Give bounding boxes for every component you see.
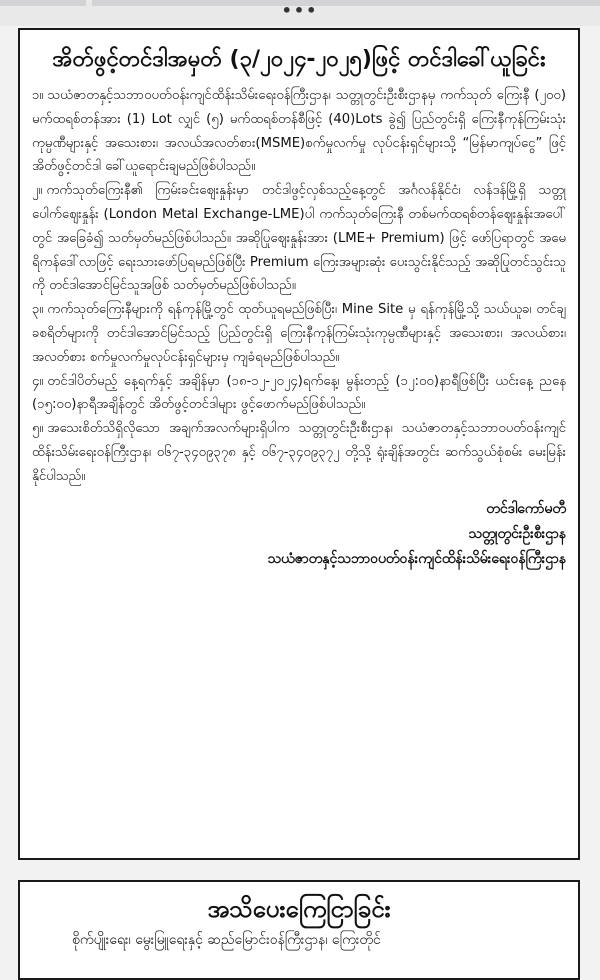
paragraph-3 [32, 298, 566, 369]
tender-notice [18, 28, 580, 860]
paragraph-2 [32, 179, 566, 298]
paragraph-text: အသေးစိတ်သိရှိလိုသော အချက်အလက်များရှိပါက သတ္တုတွင်းဦးစီးဌာန၊ သယံဇာတနှင့်သဘာဝပတ်ဝန်းကျင်ထိန်းသိမ်းရေးဝန်ကြီးဌာန၊ ၀၆၇-၃၄၀၉၃၇၈ နှင့် ၀၆၇-၃၄၀၉၃၇၂ တို့သို့ ရုံးချိန်အတွင်း ဆက်သွယ်စုံစမ်း မေးမြန်းနိုင်ပါသည်။ [32, 421, 566, 484]
announcement-notice [18, 880, 580, 980]
divider [0, 865, 600, 875]
notice-title: အိတ်ဖွင့်တင်ဒါအမှတ် (၃/၂၀၂၄-၂၀၂၅)ဖြင့် တင်ဒါခေါ်ယူခြင်း [52, 47, 546, 72]
paragraph-text: သယံဇာတနှင့်သဘာဝပတ်ဝန်းကျင်ထိန်းသိမ်းရေးဝန်ကြီးဌာန၊ သတ္တုတွင်းဦးစီးဌာနမှ ကက်သုတ် ကြေးနီ (၂၀၀) မက်ထရစ်တန်အား (1) Lot လျှင် (၅) မက်ထရစ်တန်စီဖြင့် (40)Lots ခွဲ၍ ပြည်တွင်းရှိ ကြေးနီကုန်ကြမ်းသုံးကုမ္ပဏီများနှင့် အသေးစား၊ အလယ်အလတ်စား(MSME)စက်မှုလက်မှု လုပ်ငန်းရှင်များသို့ “မြန်မာကျပ်ငွေ” ဖြင့် အိတ်ဖွင့်တင်ဒါ ခေါ်ယူရောင်းချမည်ဖြစ်ပါသည်။ [32, 88, 566, 175]
paragraph-number: ၁။ [32, 88, 44, 103]
announcement-text: စိုက်ပျိုးရေး၊ မွေးမြူရေးနှင့် ဆည်မြောင်းဝန်ကြီးဌာန၊ ကြေးတိုင် [72, 932, 381, 948]
paragraph-5 [32, 417, 566, 488]
signature-committee: တင်ဒါကော်မတီ [486, 500, 566, 517]
announcement-title: အသိပေးကြေငြာခြင်း [207, 895, 391, 923]
paragraph-4 [32, 370, 566, 418]
signature-block [32, 497, 566, 572]
signature-department: သတ္တုတွင်းဦးစီးဌာန [468, 525, 566, 542]
paragraph-text: တင်ဒါပိတ်မည့် နေ့ရက်နှင့် အချိန်မှာ (၁၈-၁၂-၂၀၂၄)ရက်နေ့၊ မွန်းတည့် (၁၂:၀၀)နာရီဖြစ်ပြီး ယင်းနေ့ ညနေ (၁၅:၀၀)နာရီအချိန်တွင် အိတ်ဖွင့်တင်ဒါများ ဖွင့်ဖောက်မည်ဖြစ်ပါသည်။ [32, 373, 566, 413]
paragraph-1 [32, 84, 566, 179]
paragraph-number: ၂။ [32, 183, 43, 199]
paragraph-text: ကက်သုတ်ကြေးနီများကို ရန်ကုန်မြို့တွင် ထုတ်ယူရမည်ဖြစ်ပြီး၊ Mine Site မှ ရန်ကုန်မြို့သို့ သယ်ယူခ၊ တင်ချခစရိတ်များကို တင်ဒါအောင်မြင်သည့် ပြည်တွင်းရှိ ကြေးနီကုန်ကြမ်းသုံးကုမ္ပဏီများနှင့် အသေးစား၊ အလယ်စား၊ အလတ်စား စက်မှုလက်မှုလုပ်ငန်းရှင်များမှ ကျခံရမည်ဖြစ်ပါသည်။ [32, 302, 566, 365]
paragraph-number: ၄။ [32, 373, 44, 389]
paragraph-text: ကက်သုတ်ကြေးနီ၏ ကြမ်းခင်းဈေးနှုန်းမှာ တင်ဒါဖွင့်လှစ်သည့်နေ့တွင် အင်္ဂလန်နိုင်ငံ၊ လန်ဒန်မြို့ရှိ သတ္တုပေါက်ဈေးနှုန်း (London Metal Exchange-LME)ပါ ကက်သုတ်ကြေးနီ တစ်မက်ထရစ်တန်ဈေးနှုန်းအပေါ်တွင် အခြေခံ၍ သတ်မှတ်မည်ဖြစ်ပါသည်။ အဆိုပြုဈေးနှုန်းအား (LME+ Premium) ဖြင့် ဖော်ပြရာတွင် အမေရိကန်ဒေါ်လာဖြင့် ရေးသားဖော်ပြရမည်ဖြစ်ပြီး Premium ကြေးအများဆုံး ပေးသွင်းနိုင်သည့် အဆိုပြုတင်သွင်းသူကို တင်ဒါအောင်မြင်သူအဖြစ် သတ်မှတ်မည်ဖြစ်ပါသည်။ [32, 183, 566, 294]
top-strip [0, 0, 600, 26]
paragraph-number: ၅။ [32, 421, 44, 437]
signature-ministry: သယံဇာတနှင့်သဘာဝပတ်ဝန်းကျင်ထိန်းသိမ်းရေးဝန်ကြီးဌာန [267, 550, 566, 567]
more-icon[interactable]: ••• [281, 1, 319, 20]
paragraph-number: ၃။ [32, 302, 44, 318]
